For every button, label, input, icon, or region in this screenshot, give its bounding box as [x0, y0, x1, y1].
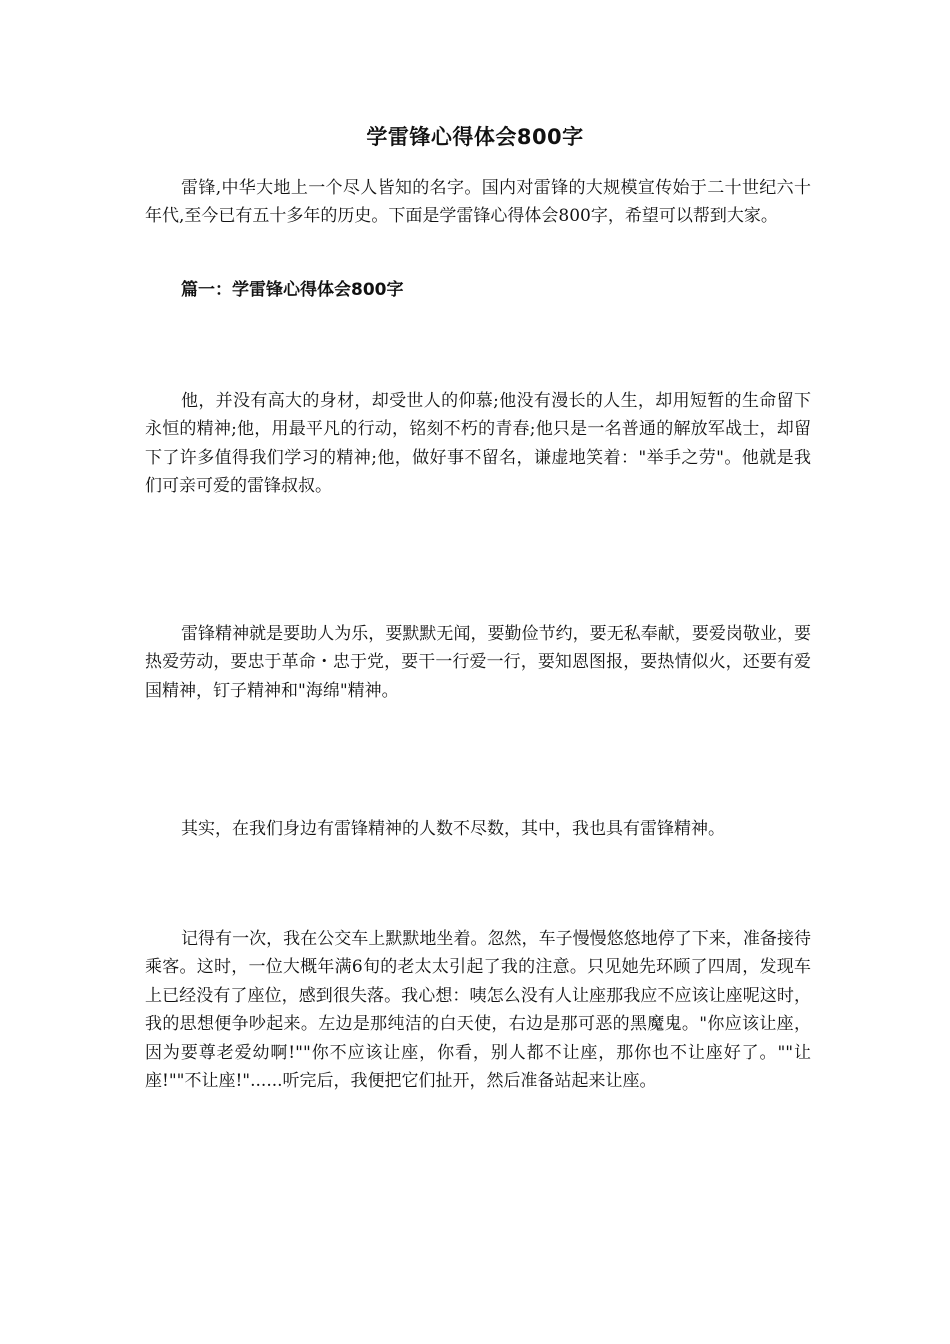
- document-title: 学雷锋心得体会800字: [366, 125, 584, 149]
- intro-paragraph: 雷锋,中华大地上一个尽人皆知的名字。国内对雷锋的大规模宣传始于二十世纪六十年代,至今已有五十多年的历史。下面是学雷锋心得体会800字，希望可以帮到大家。: [145, 178, 811, 227]
- body-paragraph: 记得有一次，我在公交车上默默地坐着。忽然，车子慢慢悠悠地停了下来，准备接待乘客。这时，一位大概年满6旬的老太太引起了我的注意。只见她先环顾了四周，发现车上已经没有了座位，感到很失落。我心想：咦怎么没有人让座那我应不应该让座呢这时，我的思想便争吵起来。左边是那纯洁的白天使，右边是那可恶的黑魔鬼。"你应该让座，因为要尊老爱幼啊!""你不应该让座，你看，别人都不让座，那你也不让座好了。""让座!""不让座!"......听完后，我便把它们扯开，然后准备站起来让座。: [145, 929, 811, 1092]
- body-paragraph: 雷锋精神就是要助人为乐，要默默无闻，要勤俭节约，要无私奉献，要爱岗敬业，要热爱劳动，要忠于革命・忠于党，要干一行爱一行，要知恩图报，要热情似火，还要有爱国精神，钉子精神和"海绵"精神。: [145, 624, 811, 701]
- section-heading: 篇一：学雷锋心得体会800字: [181, 280, 404, 300]
- body-paragraph: 其实，在我们身边有雷锋精神的人数不尽数，其中，我也具有雷锋精神。: [181, 819, 725, 839]
- body-paragraph: 他，并没有高大的身材，却受世人的仰慕;他没有漫长的人生，却用短暂的生命留下永恒的精神;他，用最平凡的行动，铭刻不朽的青春;他只是一名普通的解放军战士，却留下了许多值得我们学习的精神;他，做好事不留名，谦虚地笑着："举手之劳"。他就是我们可亲可爱的雷锋叔叔。: [145, 391, 811, 497]
